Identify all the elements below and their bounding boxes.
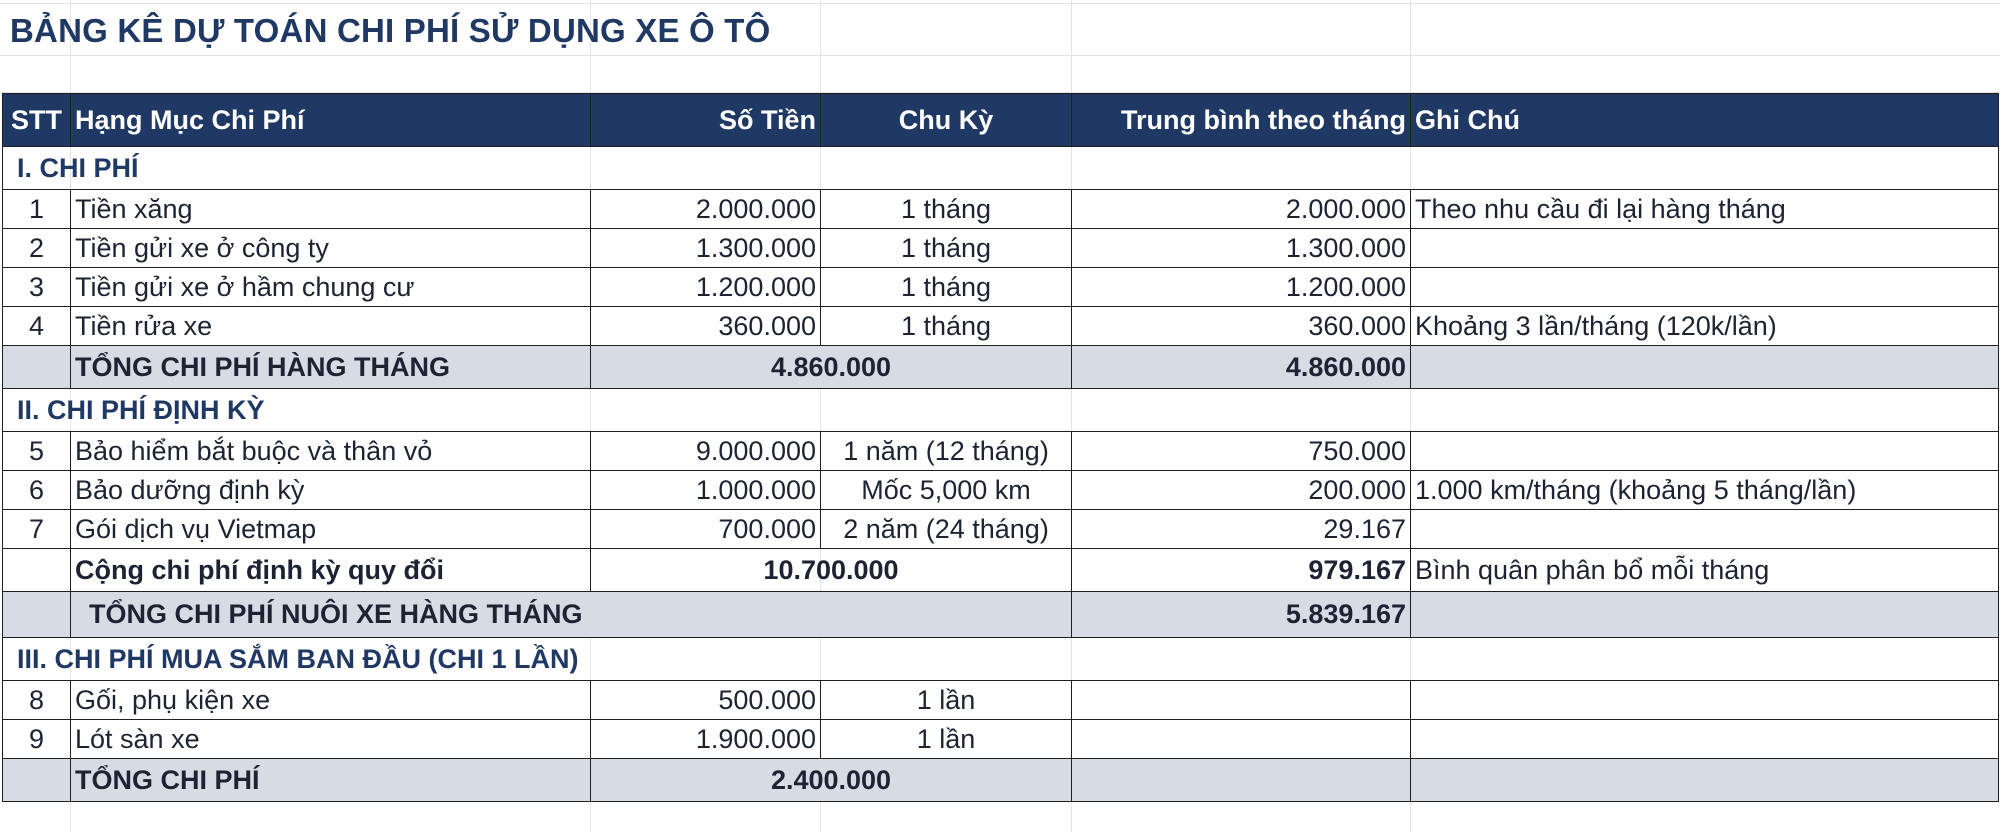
table-row	[3, 720, 1999, 759]
cell-amount[interactable]: 1.900.000	[591, 720, 821, 759]
cell-monthly[interactable]: 1.200.000	[1072, 268, 1411, 307]
table-row	[3, 307, 1999, 346]
cell-item[interactable]: Bảo hiểm bắt buộc và thân vỏ	[71, 432, 591, 471]
cell-amount[interactable]: 700.000	[591, 510, 821, 549]
grand-total-monthly[interactable]: 5.839.167	[1072, 592, 1411, 638]
cell-monthly-empty[interactable]	[1072, 759, 1411, 802]
cell-item[interactable]: Tiền rửa xe	[71, 307, 591, 346]
cell-cycle[interactable]: 2 năm (24 tháng)	[821, 510, 1072, 549]
subtotal-label[interactable]: Cộng chi phí định kỳ quy đổi	[71, 549, 591, 592]
cell-cycle[interactable]: 1 tháng	[821, 190, 1072, 229]
cell-note[interactable]	[1411, 510, 1999, 549]
total-monthly[interactable]: 4.860.000	[1072, 346, 1411, 389]
cell-item[interactable]: Gối, phụ kiện xe	[71, 681, 591, 720]
cell-cycle[interactable]: 1 lần	[821, 681, 1072, 720]
total-row	[3, 759, 1999, 802]
cell-item[interactable]: Bảo dưỡng định kỳ	[71, 471, 591, 510]
cell-note-empty[interactable]	[1411, 346, 1999, 389]
cell-monthly[interactable]: 2.000.000	[1072, 190, 1411, 229]
cell-cycle[interactable]: Mốc 5,000 km	[821, 471, 1072, 510]
header-item[interactable]: Hạng Mục Chi Phí	[71, 94, 591, 147]
cell-stt[interactable]: 9	[3, 720, 71, 759]
header-note[interactable]: Ghi Chú	[1411, 94, 1999, 147]
cell-cycle[interactable]: 1 tháng	[821, 268, 1072, 307]
cell-monthly[interactable]: 200.000	[1072, 471, 1411, 510]
table-row	[3, 229, 1999, 268]
cell-note[interactable]: Theo nhu cầu đi lại hàng tháng	[1411, 190, 1999, 229]
table-row	[3, 190, 1999, 229]
table-row	[3, 681, 1999, 720]
grand-total-label[interactable]: TỔNG CHI PHÍ NUÔI XE HÀNG THÁNG	[71, 592, 1072, 638]
cell-stt-empty[interactable]	[3, 592, 71, 638]
cell-stt[interactable]: 6	[3, 471, 71, 510]
cell-note-empty[interactable]	[1411, 759, 1999, 802]
cell-stt-empty[interactable]	[3, 759, 71, 802]
cell-stt-empty[interactable]	[3, 549, 71, 592]
cell-note[interactable]: Khoảng 3 lần/tháng (120k/lần)	[1411, 307, 1999, 346]
cell-stt[interactable]: 4	[3, 307, 71, 346]
section-title-2[interactable]: II. CHI PHÍ ĐỊNH KỲ	[3, 389, 1999, 432]
cell-note[interactable]	[1411, 268, 1999, 307]
table-row	[3, 471, 1999, 510]
section-title-1[interactable]: I. CHI PHÍ	[3, 147, 1999, 190]
cell-cycle[interactable]: 1 tháng	[821, 229, 1072, 268]
cell-item[interactable]: Tiền gửi xe ở công ty	[71, 229, 591, 268]
cell-stt[interactable]: 2	[3, 229, 71, 268]
cell-stt[interactable]: 1	[3, 190, 71, 229]
section-title-3[interactable]: III. CHI PHÍ MUA SẮM BAN ĐẦU (CHI 1 LẦN)	[3, 638, 1999, 681]
cell-stt[interactable]: 3	[3, 268, 71, 307]
header-cycle[interactable]: Chu Kỳ	[821, 94, 1072, 147]
cell-amount[interactable]: 500.000	[591, 681, 821, 720]
table-row	[3, 432, 1999, 471]
header-stt[interactable]: STT	[3, 94, 71, 147]
cell-note-empty[interactable]	[1411, 592, 1999, 638]
cell-cycle[interactable]: 1 năm (12 tháng)	[821, 432, 1072, 471]
cell-stt-empty[interactable]	[3, 346, 71, 389]
total-label[interactable]: TỔNG CHI PHÍ	[71, 759, 591, 802]
section-row	[3, 147, 1999, 190]
cell-item[interactable]: Lót sàn xe	[71, 720, 591, 759]
cell-note[interactable]	[1411, 681, 1999, 720]
cell-monthly[interactable]	[1072, 681, 1411, 720]
cell-amount[interactable]: 1.300.000	[591, 229, 821, 268]
cell-note[interactable]	[1411, 229, 1999, 268]
cell-cycle[interactable]: 1 lần	[821, 720, 1072, 759]
cell-monthly[interactable]: 750.000	[1072, 432, 1411, 471]
total-label[interactable]: TỔNG CHI PHÍ HÀNG THÁNG	[71, 346, 591, 389]
subtotal-monthly[interactable]: 979.167	[1072, 549, 1411, 592]
sheet-title: BẢNG KÊ DỰ TOÁN CHI PHÍ SỬ DỤNG XE Ô TÔ	[10, 12, 771, 49]
cell-note[interactable]	[1411, 432, 1999, 471]
header-monthly[interactable]: Trung bình theo tháng	[1072, 94, 1411, 147]
section-row	[3, 389, 1999, 432]
total-amount[interactable]: 2.400.000	[591, 759, 1072, 802]
cost-table	[2, 93, 1999, 802]
cell-cycle[interactable]: 1 tháng	[821, 307, 1072, 346]
cell-item[interactable]: Tiền gửi xe ở hầm chung cư	[71, 268, 591, 307]
cell-note[interactable]	[1411, 720, 1999, 759]
subtotal-row	[3, 549, 1999, 592]
header-amount[interactable]: Số Tiền	[591, 94, 821, 147]
grand-total-row	[3, 592, 1999, 638]
cell-amount[interactable]: 9.000.000	[591, 432, 821, 471]
table-row	[3, 268, 1999, 307]
cell-stt[interactable]: 5	[3, 432, 71, 471]
cell-amount[interactable]: 1.200.000	[591, 268, 821, 307]
cell-amount[interactable]: 360.000	[591, 307, 821, 346]
cell-amount[interactable]: 2.000.000	[591, 190, 821, 229]
cell-stt[interactable]: 8	[3, 681, 71, 720]
cell-monthly[interactable]: 29.167	[1072, 510, 1411, 549]
total-row	[3, 346, 1999, 389]
section-row	[3, 638, 1999, 681]
cell-stt[interactable]: 7	[3, 510, 71, 549]
cell-monthly[interactable]: 1.300.000	[1072, 229, 1411, 268]
cell-item[interactable]: Gói dịch vụ Vietmap	[71, 510, 591, 549]
cell-monthly[interactable]: 360.000	[1072, 307, 1411, 346]
subtotal-amount[interactable]: 10.700.000	[591, 549, 1072, 592]
gridline	[0, 3, 2000, 4]
cell-note[interactable]: 1.000 km/tháng (khoảng 5 tháng/lần)	[1411, 471, 1999, 510]
subtotal-note[interactable]: Bình quân phân bổ mỗi tháng	[1411, 549, 1999, 592]
cell-item[interactable]: Tiền xăng	[71, 190, 591, 229]
header-row	[3, 94, 1999, 147]
cell-monthly[interactable]	[1072, 720, 1411, 759]
cell-amount[interactable]: 1.000.000	[591, 471, 821, 510]
table-row	[3, 510, 1999, 549]
total-amount[interactable]: 4.860.000	[591, 346, 1072, 389]
